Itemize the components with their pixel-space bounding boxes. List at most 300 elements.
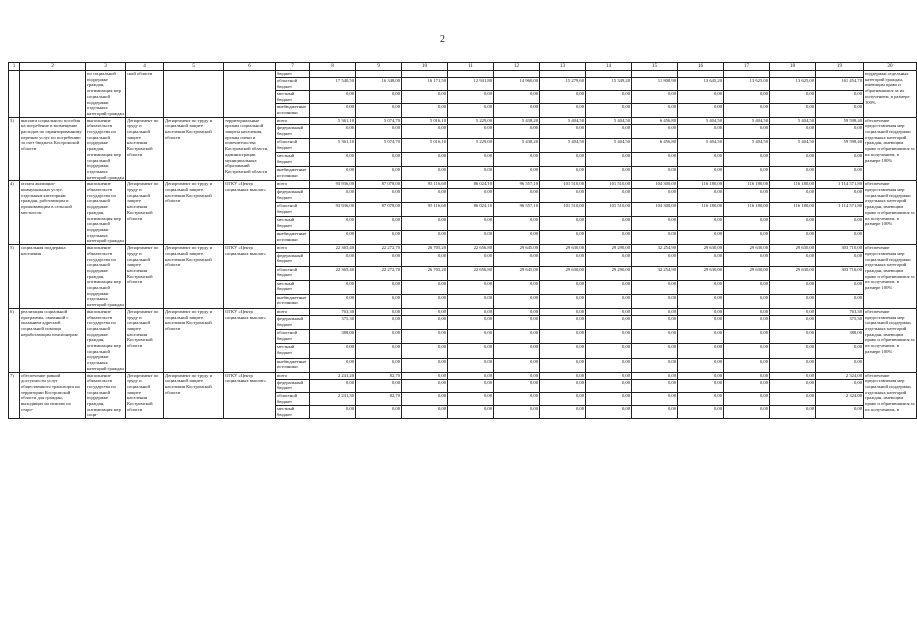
amount-cell: 0,00 [540,344,586,358]
cell-c1: 7) [9,372,20,419]
cell-c5: Департамент по труду и социальной защите населения Костромской области [164,245,224,309]
amount-cell: 0,00 [586,217,632,231]
cell-c6: территориальные органы социальной защиты населения, органы опеки и попечительства Костромской области, администрации муниципальных образований Костромской области [224,117,276,181]
amount-cell: 388,00 [816,330,864,344]
column-header: 12 [494,63,540,71]
amount-cell: 0,00 [356,308,402,316]
amount-cell: 5 404,50 [586,117,632,125]
amount-cell: 29 630,00 [678,266,724,280]
amount-cell [540,71,586,78]
amount-cell: 0,00 [310,167,356,181]
amount-cell: 0,00 [816,358,864,372]
column-header: 13 [540,63,586,71]
amount-cell: 0,00 [770,280,816,294]
amount-cell [770,71,816,78]
amount-cell [494,71,540,78]
amount-cell: 0,00 [540,153,586,167]
funding-source: федеральный бюджет [276,188,310,202]
funding-source: местный бюджет [276,405,310,418]
amount-cell: 0,00 [494,294,540,308]
amount-cell: 0,00 [448,372,494,379]
amount-cell: 0,00 [770,344,816,358]
amount-cell: 29 630,00 [678,245,724,253]
amount-cell: 0,00 [770,104,816,117]
amount-cell: 0,00 [310,217,356,231]
amount-cell: 0,00 [402,344,448,358]
amount-cell: 0,00 [678,188,724,202]
amount-cell: 0,00 [586,125,632,139]
amount-cell: 0,00 [448,280,494,294]
amount-cell: 0,00 [402,358,448,372]
amount-cell: 0,00 [494,231,540,245]
amount-cell: 1 114 571,80 [816,202,864,216]
amount-cell [310,71,356,78]
amount-cell: 0,00 [356,231,402,245]
amount-cell: 0,00 [678,153,724,167]
amount-cell: 0,00 [494,308,540,316]
amount-cell: 0,00 [310,358,356,372]
amount-cell: 5 404,50 [678,139,724,153]
amount-cell: 0,00 [724,372,770,379]
amount-cell [632,71,678,78]
funding-source: бюджет [276,71,310,78]
amount-cell: 0,00 [678,372,724,379]
amount-cell: 0,00 [494,104,540,117]
amount-cell: 0,00 [448,330,494,344]
amount-cell: 0,00 [356,91,402,104]
column-header: 8 [310,63,356,71]
amount-cell: 0,00 [770,153,816,167]
amount-cell: 0,00 [586,252,632,266]
amount-cell: 0,00 [356,125,402,139]
amount-cell: 0,00 [770,308,816,316]
amount-cell: 29 645,00 [494,245,540,253]
amount-cell: 0,00 [770,405,816,418]
amount-cell: 0,00 [402,316,448,330]
amount-cell: 26 705,20 [402,266,448,280]
column-header: 11 [448,63,494,71]
funding-source: федеральный бюджет [276,316,310,330]
column-header: 6 [224,63,276,71]
amount-cell: 101 510,00 [586,202,632,216]
cell-c6 [224,71,276,118]
cell-c4: Департамент по труду и социальной защите населения Костромской области [126,372,164,419]
amount-cell: 13 625,00 [724,78,770,91]
amount-cell: 0,00 [586,358,632,372]
amount-cell [816,71,864,78]
funding-source: федеральный бюджет [276,252,310,266]
funding-source: областной бюджет [276,392,310,405]
amount-cell: 0,00 [724,330,770,344]
cell-c3: выполнение обязательств государства по социальной поддержке граждан, оптимизация мер соци- [86,372,126,419]
amount-cell: 0,00 [540,217,586,231]
amount-cell: 0,00 [402,372,448,379]
amount-cell: 0,00 [632,294,678,308]
amount-cell: 0,00 [494,316,540,330]
amount-cell: 0,00 [540,104,586,117]
cell-c4: ской области [126,71,164,118]
amount-cell: 0,00 [632,153,678,167]
amount-cell: 32 254,90 [632,266,678,280]
amount-cell: 32 254,90 [632,245,678,253]
page-number: 2 [440,34,445,45]
amount-cell: 763,30 [816,308,864,316]
amount-cell: 0,00 [448,379,494,392]
amount-cell: 29 630,00 [724,245,770,253]
amount-cell: 0,00 [540,294,586,308]
cell-c2 [20,71,86,118]
amount-cell: 0,00 [402,252,448,266]
amount-cell: 0,00 [816,217,864,231]
column-header: 9 [356,63,402,71]
amount-cell: 0,00 [586,104,632,117]
amount-cell: 29 630,00 [770,266,816,280]
amount-cell: 93 936,00 [310,181,356,189]
amount-cell: 0,00 [770,392,816,405]
amount-cell: 0,00 [448,392,494,405]
amount-cell: 0,00 [816,167,864,181]
amount-cell: 0,00 [724,316,770,330]
amount-cell: 12 941,80 [448,78,494,91]
amount-cell: 82,70 [356,372,402,379]
amount-cell: 5 404,50 [540,117,586,125]
amount-cell: 0,00 [494,167,540,181]
amount-cell: 0,00 [678,358,724,372]
amount-cell: 14 960,00 [494,78,540,91]
amount-cell: 0,00 [678,308,724,316]
amount-cell: 13 625,00 [770,78,816,91]
amount-cell: 0,00 [770,252,816,266]
amount-cell: 0,00 [448,217,494,231]
amount-cell: 0,00 [678,392,724,405]
amount-cell: 0,00 [678,316,724,330]
column-header: 1 [9,63,20,71]
amount-cell: 0,00 [540,231,586,245]
amount-cell: 29 630,00 [770,245,816,253]
amount-cell: 59 598,40 [816,117,864,125]
amount-cell: 0,00 [494,252,540,266]
amount-cell: 0,00 [770,330,816,344]
funding-source: всего [276,245,310,253]
amount-cell: 0,00 [448,344,494,358]
amount-cell: 0,00 [310,344,356,358]
amount-cell: 0,00 [724,294,770,308]
amount-cell: 116 180,00 [678,181,724,189]
amount-cell: 0,00 [816,188,864,202]
table-row [9,181,917,189]
amount-cell: 22 272,70 [356,266,402,280]
cell-c5: Департамент по труду и социальной защите населения Костромской области [164,117,224,181]
amount-cell: 0,00 [310,405,356,418]
amount-cell: 0,00 [402,104,448,117]
column-header: 18 [770,63,816,71]
funding-source: внебюджетные источники [276,358,310,372]
amount-cell: 0,00 [724,405,770,418]
amount-cell: 116 180,00 [770,202,816,216]
amount-cell: 101 510,00 [586,181,632,189]
amount-cell: 0,00 [816,280,864,294]
amount-cell: 5 016,10 [402,117,448,125]
amount-cell: 0,00 [632,91,678,104]
amount-cell: 0,00 [632,104,678,117]
table-row [9,245,917,253]
amount-cell: 15 279,60 [540,78,586,91]
amount-cell: 16 171,50 [402,78,448,91]
amount-cell: 0,00 [540,330,586,344]
amount-cell: 5 404,50 [724,139,770,153]
table-row [9,308,917,316]
cell-c6: ОГКУ «Центр социальных выплат» [224,245,276,309]
amount-cell: 0,00 [402,330,448,344]
amount-cell: 0,00 [586,153,632,167]
amount-cell: 5 404,50 [540,139,586,153]
column-header: 15 [632,63,678,71]
amount-cell: 29 630,00 [540,266,586,280]
amount-cell: 116 180,00 [678,202,724,216]
amount-cell: 0,00 [678,252,724,266]
amount-cell: 0,00 [632,167,678,181]
amount-cell: 87 078,00 [356,181,402,189]
amount-cell: 0,00 [586,392,632,405]
funding-source: местный бюджет [276,217,310,231]
amount-cell: 116 180,00 [770,181,816,189]
amount-cell: 5 229,00 [448,117,494,125]
column-header: 2 [20,63,86,71]
amount-cell [678,71,724,78]
amount-cell: 0,00 [586,280,632,294]
amount-cell: 0,00 [816,153,864,167]
amount-cell: 0,00 [402,217,448,231]
amount-cell: 0,00 [632,188,678,202]
column-header: 14 [586,63,632,71]
amount-cell [448,71,494,78]
table-row [9,71,917,78]
funding-source: всего [276,308,310,316]
amount-cell: 1 114 571,80 [816,181,864,189]
amount-cell: 0,00 [356,280,402,294]
amount-cell: 0,00 [494,188,540,202]
amount-cell: 116 180,00 [724,202,770,216]
funding-source: местный бюджет [276,91,310,104]
cell-c2: выплата социального пособия на погребение и возмещение расходов по гарантированному перечню услуг по погребению за счет бюджета Костромской области [20,117,86,181]
amount-cell: 0,00 [494,405,540,418]
funding-source: внебюджетные источники [276,104,310,117]
amount-cell: 0,00 [724,217,770,231]
cell-c5: Департамент по труду и социальной защите населения Костромской области [164,372,224,419]
cell-result: обеспечение предоставления мер социальной поддержки отдельных категорий граждан, имеющим право и обратившимся за их получением, в размере 100% [864,181,917,245]
amount-cell: 0,00 [586,379,632,392]
amount-cell: 0,00 [540,379,586,392]
amount-cell: 0,00 [586,167,632,181]
amount-cell: 0,00 [494,125,540,139]
amount-cell: 29 645,00 [494,266,540,280]
amount-cell: 93 936,00 [310,202,356,216]
amount-cell: 6 456,80 [632,139,678,153]
amount-cell: 0,00 [356,217,402,231]
amount-cell: 0,00 [448,125,494,139]
amount-cell: 0,00 [632,125,678,139]
funding-source: внебюджетные источники [276,167,310,181]
amount-cell: 388,00 [310,330,356,344]
amount-cell: 0,00 [724,231,770,245]
funding-source: местный бюджет [276,280,310,294]
amount-cell: 0,00 [770,167,816,181]
amount-cell: 0,00 [540,188,586,202]
amount-cell: 0,00 [356,330,402,344]
amount-cell: 0,00 [586,372,632,379]
amount-cell: 101 510,00 [540,202,586,216]
amount-cell: 0,00 [816,379,864,392]
amount-cell: 15 349,20 [586,78,632,91]
amount-cell: 0,00 [586,344,632,358]
amount-cell: 5 361,10 [310,139,356,153]
amount-cell: 0,00 [448,358,494,372]
amount-cell: 0,00 [724,104,770,117]
amount-cell: 0,00 [356,316,402,330]
amount-cell: 0,00 [540,91,586,104]
amount-cell: 0,00 [540,252,586,266]
amount-cell: 0,00 [586,405,632,418]
cell-c3: по социальной поддержке граждан, оптимизация мер социальной поддержки отдельных категорий граждан [87,71,124,116]
cell-c1: 4) [9,181,20,245]
funding-source: федеральный бюджет [276,125,310,139]
amount-cell: 0,00 [448,167,494,181]
amount-cell: 0,00 [816,405,864,418]
amount-cell: 26 705,20 [402,245,448,253]
amount-cell: 87 078,00 [356,202,402,216]
amount-cell: 0,00 [770,379,816,392]
amount-cell: 96 557,10 [494,202,540,216]
amount-cell: 0,00 [494,330,540,344]
amount-cell: 0,00 [540,358,586,372]
cell-c3: выполнение обязательств государства по социальной поддержке граждан, оптимизация мер социальной поддержки отдельных категорий граждан [87,117,124,180]
header-row [9,63,917,71]
amount-cell: 0,00 [632,330,678,344]
amount-cell: 0,00 [356,167,402,181]
amount-cell: 0,00 [770,316,816,330]
amount-cell: 0,00 [632,372,678,379]
amount-cell: 0,00 [310,379,356,392]
column-header: 20 [864,63,917,71]
amount-cell: 0,00 [356,294,402,308]
amount-cell: 104 300,00 [632,181,678,189]
amount-cell: 5 438,20 [494,117,540,125]
amount-cell: 101 510,00 [540,181,586,189]
amount-cell: 0,00 [356,344,402,358]
amount-cell: 0,00 [310,104,356,117]
amount-cell: 0,00 [448,308,494,316]
cell-c2: оплата жилищно-коммунальных услуг, отдельным категориям граждан, работающим и проживающим в сельской местности [20,181,86,245]
column-header: 19 [816,63,864,71]
amount-cell: 6 456,80 [632,117,678,125]
funding-source: всего [276,372,310,379]
amount-cell: 0,00 [678,104,724,117]
amount-cell: 0,00 [402,153,448,167]
column-header: 17 [724,63,770,71]
amount-cell: 0,00 [356,252,402,266]
amount-cell: 0,00 [586,294,632,308]
amount-cell: 0,00 [770,125,816,139]
amount-cell: 0,00 [448,188,494,202]
amount-cell: 0,00 [540,280,586,294]
cell-c5: Департамент по труду и социальной защите населения Костромской области [164,181,224,245]
amount-cell: 0,00 [678,330,724,344]
amount-cell: 0,00 [540,308,586,316]
amount-cell: 0,00 [678,91,724,104]
amount-cell: 16 348,00 [356,78,402,91]
amount-cell: 0,00 [724,188,770,202]
amount-cell: 0,00 [816,231,864,245]
amount-cell: 96 557,10 [494,181,540,189]
amount-cell: 0,00 [632,405,678,418]
amount-cell: 0,00 [632,379,678,392]
amount-cell: 0,00 [586,231,632,245]
amount-cell: 86 024,10 [448,202,494,216]
amount-cell: 0,00 [678,217,724,231]
cell-c3: выполнение обязательств государства по социальной поддержке граждан, оптимизация мер социальной поддержки отдельных категорий граждан [87,308,124,371]
amount-cell: 0,00 [770,294,816,308]
program-table [8,62,917,419]
amount-cell: 17 540,50 [310,78,356,91]
amount-cell: 0,00 [448,294,494,308]
amount-cell: 5 361,10 [310,117,356,125]
amount-cell: 0,00 [770,91,816,104]
funding-source: внебюджетные источники [276,231,310,245]
amount-cell: 0,00 [770,231,816,245]
amount-cell: 5 016,10 [402,139,448,153]
amount-cell: 29 630,00 [540,245,586,253]
amount-cell: 0,00 [494,372,540,379]
amount-cell: 0,00 [632,217,678,231]
amount-cell [724,71,770,78]
amount-cell: 0,00 [678,231,724,245]
amount-cell: 303 710,00 [816,266,864,280]
column-header: 3 [86,63,126,71]
cell-c1: 6) [9,308,20,372]
cell-c2: обеспечение равной доступности услуг общественного транспорта на территории Костромской области для граждан, выходящих на пенсию по старо- [20,372,86,419]
amount-cell: 0,00 [770,188,816,202]
amount-cell: 2 241,20 [310,372,356,379]
amount-cell: 0,00 [310,231,356,245]
cell-c5 [164,71,224,118]
amount-cell: 5 438,20 [494,139,540,153]
cell-result: обеспечение предоставления мер социальной поддержки отдельных категорий граждан, имеющим право и обратившимся за их получением, в [864,372,917,419]
amount-cell: 0,00 [402,231,448,245]
amount-cell: 0,00 [402,392,448,405]
amount-cell: 5 404,50 [770,117,816,125]
amount-cell: 0,00 [448,252,494,266]
amount-cell: 2 241,30 [310,392,356,405]
amount-cell: 5 404,50 [724,117,770,125]
table-row [9,117,917,125]
amount-cell: 95 116,60 [402,202,448,216]
amount-cell: 0,00 [540,167,586,181]
amount-cell: 0,00 [540,405,586,418]
amount-cell: 0,00 [448,104,494,117]
amount-cell: 0,00 [678,344,724,358]
amount-cell: 0,00 [356,104,402,117]
amount-cell: 0,00 [678,405,724,418]
amount-cell: 375,30 [816,316,864,330]
cell-c3: выполнение обязательств государства по социальной поддержке граждан, оптимизация мер социальной поддержки отдельных категорий граждан [87,245,124,308]
amount-cell [402,71,448,78]
funding-source: областной бюджет [276,202,310,216]
amount-cell: 0,00 [770,372,816,379]
amount-cell: 0,00 [632,280,678,294]
funding-source: областной бюджет [276,139,310,153]
amount-cell: 0,00 [448,153,494,167]
amount-cell: 0,00 [632,252,678,266]
